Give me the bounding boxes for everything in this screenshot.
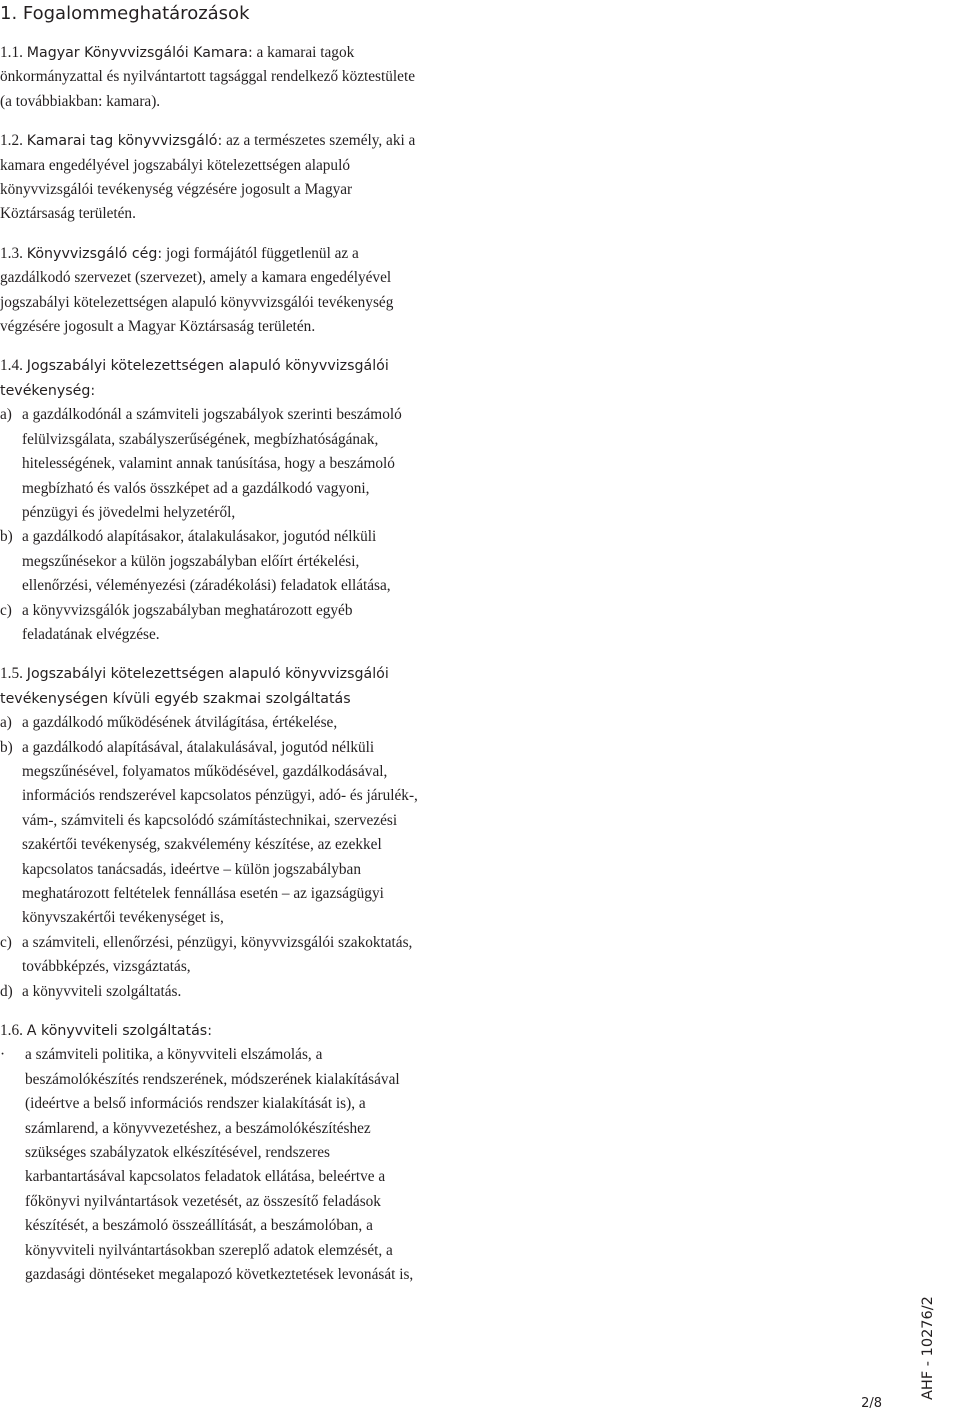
- list-item: [0, 525, 425, 598]
- item-number: 1.2.: [0, 132, 23, 150]
- list-text: a könyvviteli szolgáltatás.: [22, 982, 182, 1000]
- list-item: [0, 599, 425, 648]
- list-text: a gazdálkodó működésének átvilágítása, értékelése,: [22, 714, 338, 732]
- term-label: Magyar Könyvvizsgálói Kamara:: [26, 45, 253, 61]
- list-item: [0, 1043, 425, 1287]
- list-text: a gazdálkodó alapításakor, átalakulásakor, jogutód nélküli megszűnésekor a külön jogszabályban előírt értékelési, ellenőrzési, véleményezési (záradékolási) feladatok ellátása,: [22, 528, 391, 595]
- definition-1-5: [0, 662, 425, 1004]
- definition-text: a kamarai tagok önkormányzattal és nyilvántartott tagsággal rendelkező köztestülete (a továbbiakban: kamara).: [0, 44, 415, 110]
- term-label: Jogszabályi kötelezettségen alapuló könyvvizsgálói tevékenység:: [0, 358, 389, 399]
- definition-1-3: [0, 242, 425, 340]
- bullet-marker: ·: [0, 1046, 6, 1064]
- item-number: 1.6.: [0, 1022, 23, 1040]
- list-marker: b): [0, 528, 13, 546]
- list-item: [0, 980, 425, 1004]
- document-code: AHF - 10276/2: [920, 1296, 936, 1400]
- list-marker: d): [0, 982, 13, 1000]
- list-item: [0, 711, 425, 735]
- term-label: Kamarai tag könyvvizsgáló:: [26, 133, 223, 150]
- list-text: a gazdálkodó alapításával, átalakulásával, jogutód nélküli megszűnésével, folyamatos működésével, gazdálkodásával, információs rendszerével kapcsolatos pénzügyi, adó- és járulék-, vám-, számviteli és kapcsolódó számítástechnikai, szervezési szakértői tevékenység, szakvélemény készítése, az ezekkel kapcsolatos tanácsadás, ideértve – külön jogszabályban meghatározott feltételek fennállása esetén – az igazságügyi könyvszakértői tevékenységet is,: [22, 738, 418, 927]
- definition-1-2: [0, 129, 425, 227]
- list-marker: c): [0, 601, 12, 619]
- definition-text: jogi formájától függetlenül az a gazdálkodó szervezet (szervezet), amely a kamara engedélyével jogszabályi kötelezettségen alapuló könyvvizsgálói tevékenység végzésére jogosult a Magyar Köztársaság területén.: [0, 244, 394, 336]
- section-1-title: 1. Fogalommeghatározások: [0, 3, 250, 24]
- item-number: 1.3.: [0, 244, 23, 262]
- page-number: 2/8: [861, 1396, 882, 1411]
- term-label: A könyvviteli szolgáltatás:: [26, 1023, 212, 1040]
- list-item: [0, 736, 425, 931]
- item-number: 1.5.: [0, 665, 23, 683]
- definition-text: az a természetes személy, aki a kamara engedélyével jogszabályi kötelezettségen alapuló könyvvizsgálói tevékenység végzésére jogosult a Magyar Köztársaság területén.: [0, 132, 416, 223]
- list-marker: a): [0, 714, 12, 732]
- definition-1-6-head: [0, 1019, 425, 1287]
- list-text: a számviteli, ellenőrzési, pénzügyi, könyvvizsgálói szakoktatás, továbbképzés, vizsgáztatás,: [22, 933, 413, 976]
- list-marker: c): [0, 933, 12, 951]
- left-column: [0, 0, 425, 1288]
- list-text: a könyvvizsgálók jogszabályban meghatározott egyéb feladatának elvégzése.: [22, 601, 353, 643]
- list-marker: b): [0, 738, 13, 756]
- list-item: [0, 931, 425, 980]
- term-label: Könyvvizsgáló cég:: [26, 245, 163, 262]
- list-item: [0, 403, 425, 525]
- list-text: a gazdálkodónál a számviteli jogszabályok szerinti beszámoló felülvizsgálata, szabályszerűségének, megbízhatóságának, hitelességének, valamint annak tanúsítása, hogy a beszámoló megbízható és valós összképet ad a gazdálkodó vagyoni, pénzügyi és jövedelmi helyzetéről,: [22, 406, 402, 521]
- item-number: 1.1.: [0, 44, 23, 61]
- definition-1-4: [0, 354, 425, 647]
- list-text: a számviteli politika, a könyvviteli elszámolás, a beszámolókészítés rendszerének, módszerének kialakításával (ideértve a belső információs rendszer kialakítását is), a számlarend, a könyvvezetéshez, a beszámolókészítéshez szükséges szabályzatok elkészítésével, rendszeres karbantartásával kapcsolatos feladatok ellátása, beleértve a főkönyvi nyilvántartások vezetését, az összesítő feladások készítését, a beszámoló összeállítását, a beszámolóban, a könyvviteli nyilvántartásokban szereplő adatok elemzését, a gazdasági döntéseket megalapozó következtetések levonását is,: [25, 1046, 414, 1284]
- list-marker: a): [0, 406, 12, 424]
- definition-1-1: [0, 41, 425, 114]
- term-label: Jogszabályi kötelezettségen alapuló könyvvizsgálói tevékenységen kívüli egyéb szakmai szolgáltatás: [0, 666, 389, 707]
- item-number: 1.4.: [0, 357, 23, 375]
